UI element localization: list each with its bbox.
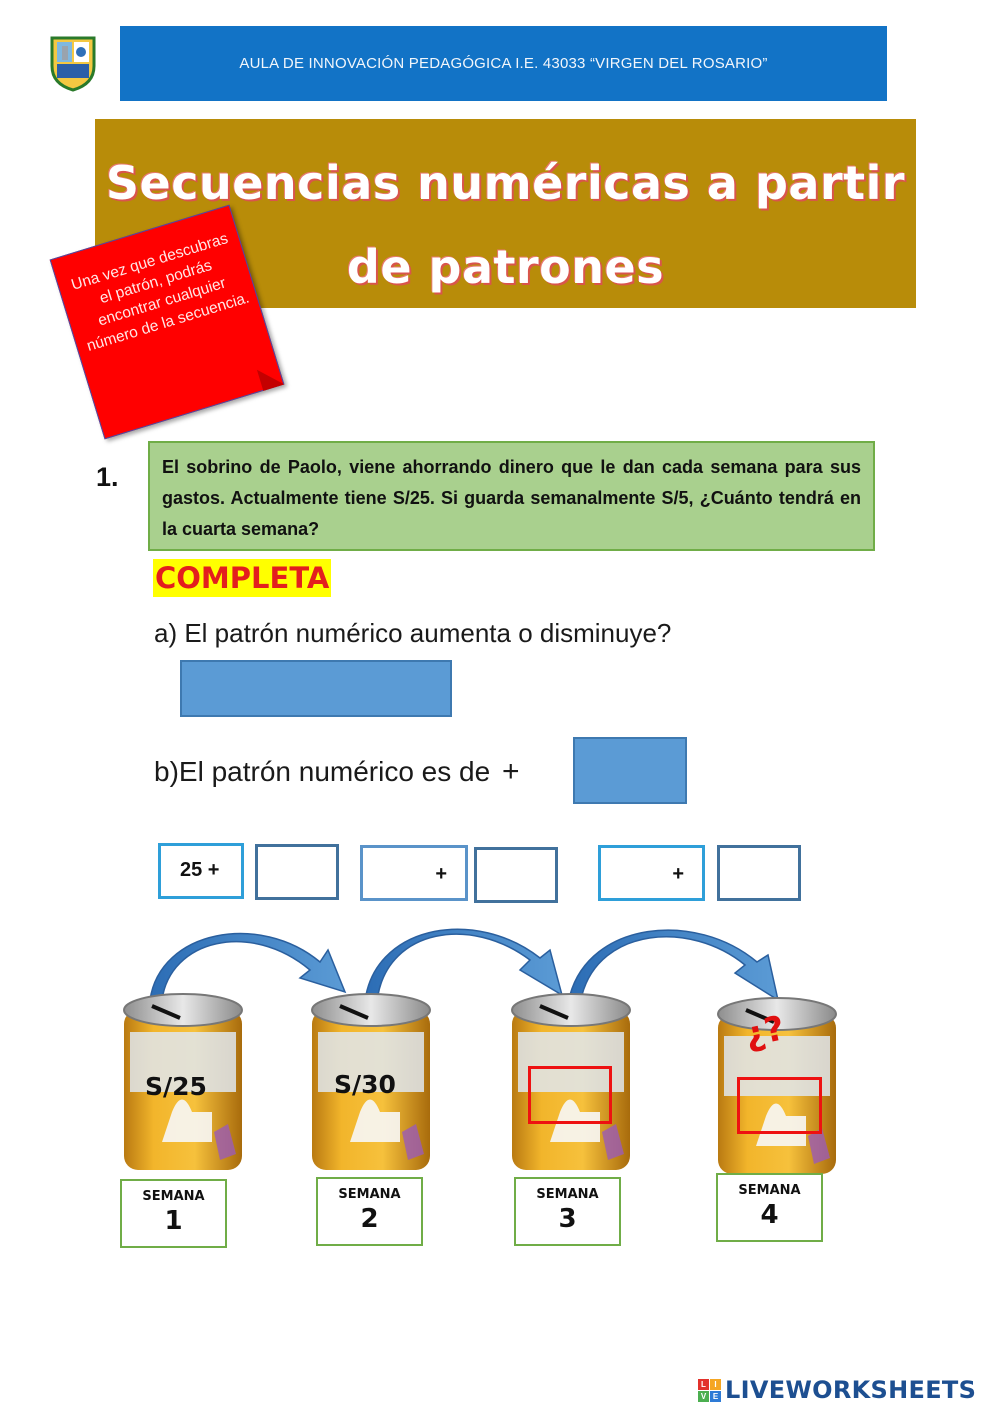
week-3-label: SEMANA <box>536 1187 599 1202</box>
week-4-number: 4 <box>760 1200 779 1230</box>
sequence-answer-field-1[interactable] <box>255 844 339 900</box>
can-4-question-mark: ¿? <box>741 1008 789 1056</box>
week-1-label: SEMANA <box>142 1189 205 1204</box>
arrow-2-icon <box>366 929 562 995</box>
completa-label: COMPLETA <box>155 561 330 595</box>
sequence-answer-field-5[interactable] <box>717 845 801 901</box>
sequence-answer-field-3[interactable] <box>474 847 558 903</box>
savings-cans-illustration <box>0 900 1000 1190</box>
liveworksheets-brand: LIVEWORKSHEETS <box>725 1376 977 1404</box>
liveworksheets-logo <box>698 1376 976 1404</box>
week-2-label: SEMANA <box>338 1187 401 1202</box>
part-b-answer-field[interactable] <box>573 737 687 804</box>
can-2-label: S/30 <box>334 1070 396 1099</box>
arrow-3-icon <box>570 930 778 1000</box>
sequence-answer-field-2[interactable] <box>360 845 468 901</box>
question-box <box>148 441 875 551</box>
week-1-number: 1 <box>164 1206 183 1236</box>
sequence-box-1-text: 25 + <box>180 859 220 881</box>
part-a-question: a) El patrón numérico aumenta o disminuye? <box>154 618 672 648</box>
sequence-answer-field-4[interactable] <box>598 845 705 901</box>
school-crest-icon <box>48 32 98 92</box>
logo-letter-3: V <box>698 1391 709 1402</box>
can-1-label: S/25 <box>145 1072 207 1101</box>
can-3-answer-field[interactable] <box>528 1066 612 1124</box>
week-2-number: 2 <box>360 1204 379 1234</box>
title-line-2: de patrones <box>346 240 665 294</box>
logo-letter-1: L <box>698 1379 709 1390</box>
header-banner <box>120 26 887 101</box>
part-b-text: b)El patrón numérico es de <box>154 756 491 787</box>
part-b-plus: + <box>501 755 520 788</box>
sticky-note-text: Una vez que descubras el patrón, podrás encontrar cualquier número de la secuencia. <box>69 230 252 356</box>
header-banner-text: AULA DE INNOVACIÓN PEDAGÓGICA I.E. 43033 “VIRGEN DEL ROSARIO” <box>239 55 768 72</box>
week-box-3 <box>514 1177 621 1246</box>
logo-letter-4: E <box>710 1391 721 1402</box>
liveworksheets-icon <box>698 1379 721 1402</box>
week-3-number: 3 <box>558 1204 577 1234</box>
arrow-1-icon <box>150 934 345 1000</box>
week-box-4 <box>716 1173 823 1242</box>
question-text: El sobrino de Paolo, viene ahorrando dinero que le dan cada semana para sus gastos. Actualmente tiene S/25. Si guarda semanalmente S/5, ¿Cuánto tendrá en la cuarta semana? <box>162 457 861 539</box>
week-box-1 <box>120 1179 227 1248</box>
note-fold-corner <box>257 363 284 390</box>
part-a-answer-field[interactable] <box>180 660 452 717</box>
can-4-answer-field[interactable] <box>737 1077 822 1134</box>
week-box-2 <box>316 1177 423 1246</box>
question-number: 1. <box>96 462 119 492</box>
sequence-box-1 <box>158 843 244 899</box>
logo-letter-2: I <box>710 1379 721 1390</box>
part-b-question <box>154 755 520 789</box>
title-line-1: Secuencias numéricas a partir <box>105 156 906 210</box>
week-4-label: SEMANA <box>738 1183 801 1198</box>
sequence-plus-3: + <box>672 863 684 885</box>
sequence-plus-2: + <box>435 863 447 885</box>
